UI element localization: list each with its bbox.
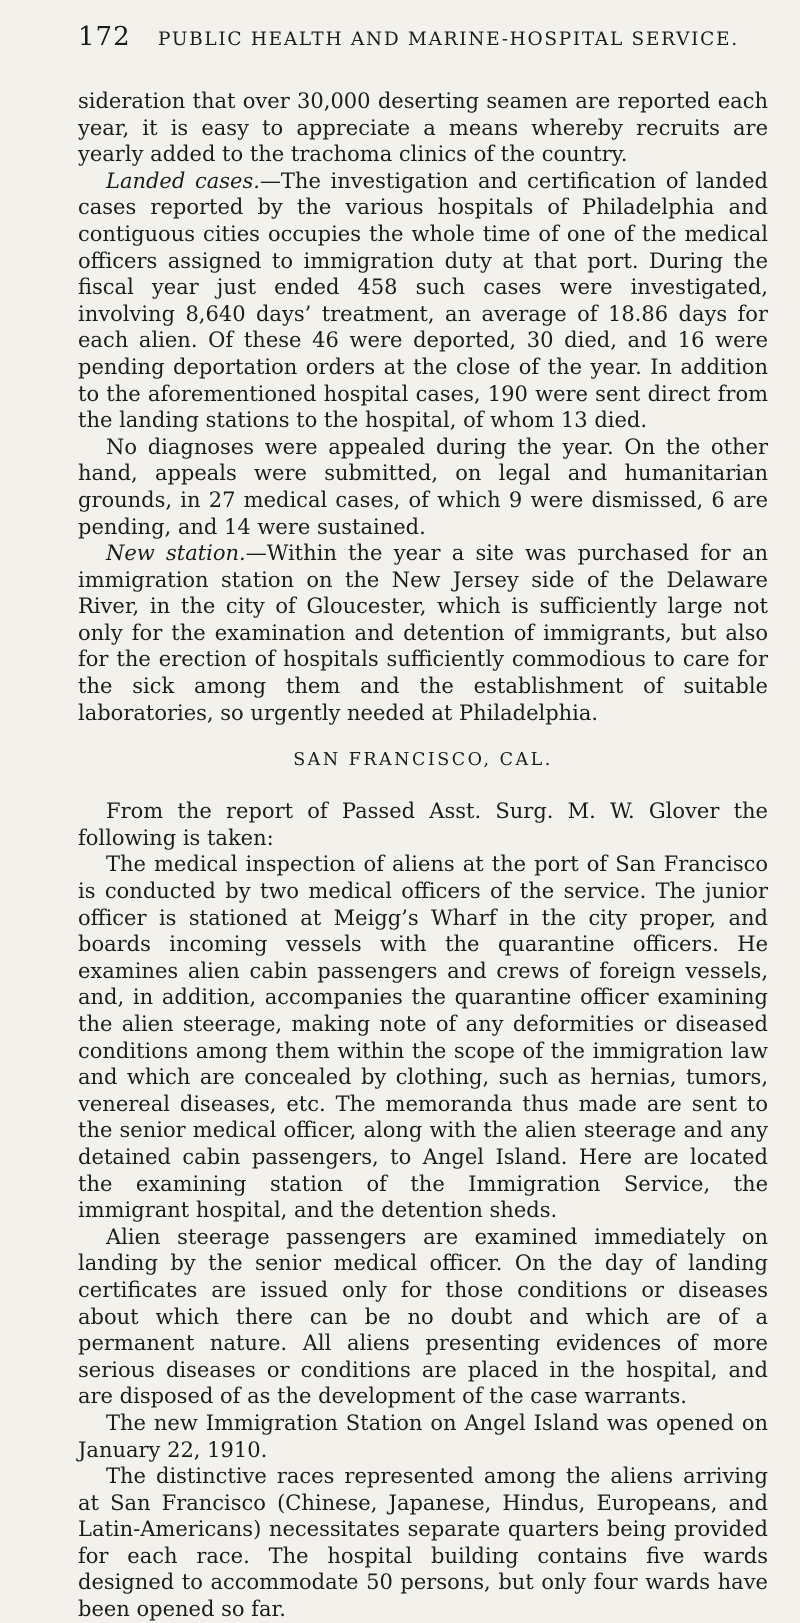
- paragraph-lead: New station.: [106, 541, 246, 566]
- paragraph-text: The new Immigration Station on Angel Island was opened on January 22, 1910.: [78, 1410, 768, 1462]
- paragraph-text: —The investigation and certification of landed cases reported by the various hospitals of Philadelphia and contiguous cities occupies the whole time of one of the medical officers assigned to immigration duty at that port. During the fiscal year just ended 458 such cases were investigated, involving 8,640 days’ treatment, an average of 18.86 days for each alien. Of these 46 were deported, 30 died, and 16 were pending deportation orders at the close of the year. In addition to the aforementioned hospital cases, 190 were sent direct from the landing stations to the hospital, of whom 13 died.: [78, 168, 768, 433]
- paragraph-continuation: [78, 88, 768, 168]
- paragraph-races-quarters: [78, 1463, 768, 1623]
- page-number: 172: [78, 22, 131, 52]
- paragraph-text: No diagnoses were appealed during the year. On the other hand, appeals were submitted, on legal and humanitarian grounds, in 27 medical cases, of which 9 were dismissed, 6 are pending, and 14 were sustained.: [78, 434, 768, 539]
- paragraph-landed-cases: [78, 168, 768, 434]
- paragraph-steerage-examination: [78, 1224, 768, 1410]
- paragraph-text: Alien steerage passengers are examined immediately on landing by the senior medical officer. On the day of landing certificates are issued only for those conditions or diseases about which there can be no doubt and which are of a permanent nature. All aliens presenting evidences of more serious diseases or conditions are placed in the hospital, and are disposed of as the development of the case warrants.: [78, 1224, 768, 1409]
- paragraph-text: From the report of Passed Asst. Surg. M. W. Glover the following is taken:: [78, 799, 768, 850]
- paragraph-report-intro: [78, 798, 768, 851]
- paragraph-new-station: [78, 540, 768, 726]
- paragraph-angel-island-opening: [78, 1410, 768, 1463]
- paragraph-appeals: [78, 434, 768, 540]
- body-text-part1: [78, 88, 768, 726]
- paragraph-text: The medical inspection of aliens at the port of San Francisco is conducted by two medical officers of the service. The junior officer is stationed at Meigg’s Wharf in the city proper, and boards incoming vessels with the quarantine officers. He examines alien cabin passengers and crews of foreign vessels, and, in addition, accompanies the quarantine officer examining the alien steerage, making note of any deformities or diseased conditions among them within the scope of the immigration law and which are concealed by clothing, such as hernias, tumors, venereal diseases, etc. The memoranda thus made are sent to the senior medical officer, along with the alien steerage and any detained cabin passengers, to Angel Island. Here are located the examining station of the Immigration Service, the immigrant hospital, and the detention sheds.: [78, 852, 768, 1223]
- paragraph-text: —Within the year a site was purchased for an immigration station on the New Jersey side of the Delaware River, in the city of Gloucester, which is sufficiently large not only for the examination and detention of immigrants, but also for the erection of hospitals sufficiently commodious to care for the sick among them and the establishment of suitable laboratories, so urgently needed at Philadelphia.: [78, 541, 768, 725]
- paragraph-text: The distinctive races represented among the aliens arriving at San Francisco (Chinese, Japanese, Hindus, Europeans, and Latin-Americans) necessitates separate quarters being provided for each race. The hospital building contains five wards designed to accommodate 50 persons, but only four wards have been opened so far.: [78, 1464, 768, 1622]
- page: [78, 22, 768, 1623]
- paragraph-text: sideration that over 30,000 deserting seamen are reported each year, it is easy to appreciate a means whereby recruits are yearly added to the trachoma clinics of the country.: [78, 89, 768, 167]
- running-title: PUBLIC HEALTH AND MARINE-HOSPITAL SERVICE.: [158, 29, 739, 50]
- paragraph-lead: Landed cases.: [106, 168, 260, 193]
- running-head: [78, 22, 768, 62]
- body-text-part2: [78, 798, 768, 1622]
- paragraph-medical-inspection: [78, 851, 768, 1223]
- section-heading: SAN FRANCISCO, CAL.: [293, 750, 553, 771]
